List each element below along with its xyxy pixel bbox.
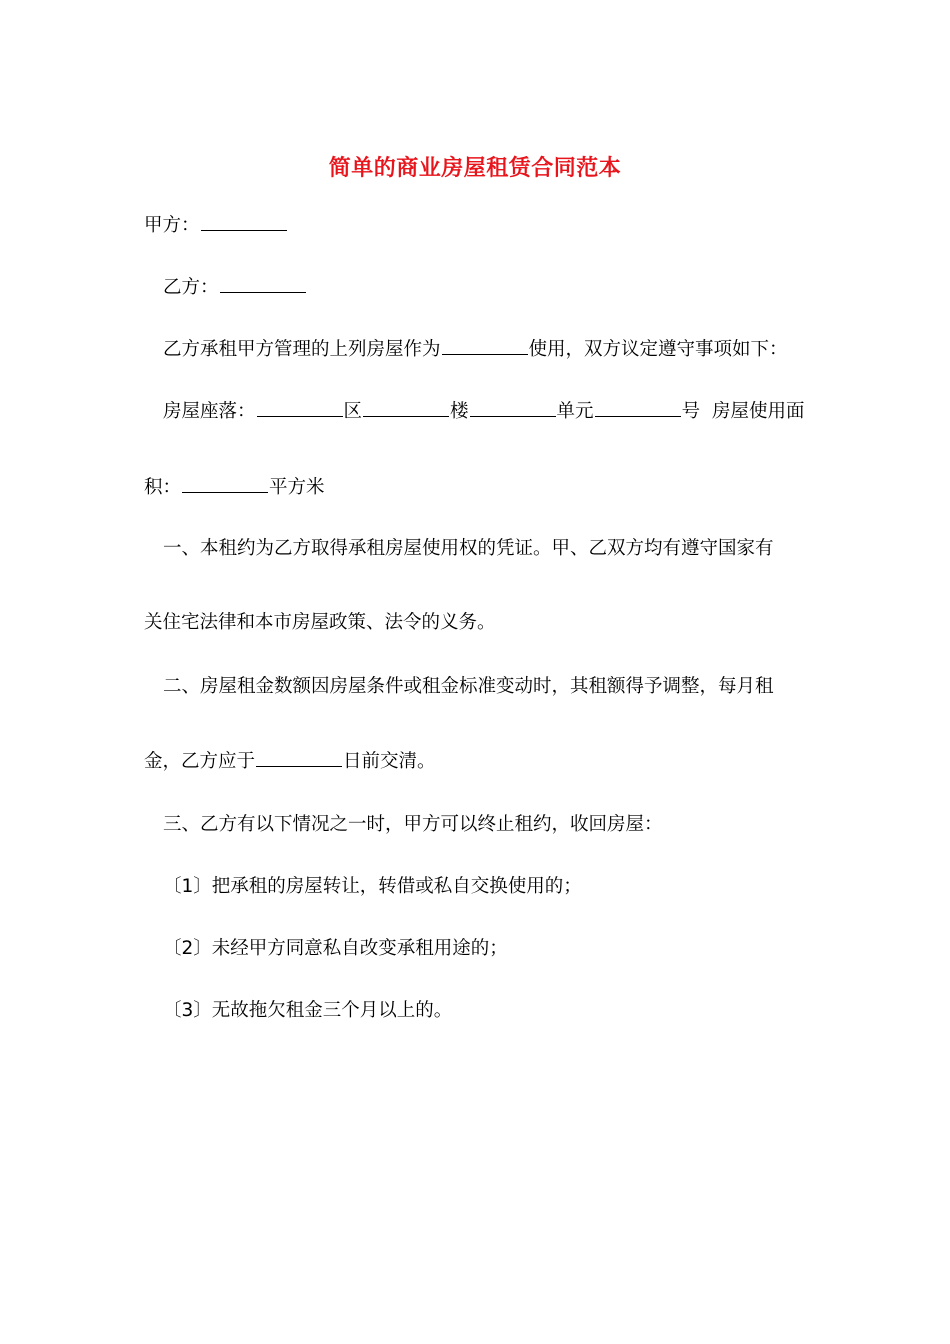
usage-text-after: 使用，双方议定遵守事项如下：	[528, 339, 788, 360]
location-blank-1	[257, 398, 343, 417]
clause-2-text-after: 日前交清。	[343, 751, 436, 772]
usage-blank	[442, 336, 528, 355]
location-label: 房屋座落：	[163, 401, 256, 422]
party-b-line	[163, 274, 307, 301]
clause-2-text-before: 金，乙方应于	[144, 751, 256, 772]
area-label-end: 积：	[144, 477, 182, 498]
clause-2-line-2	[144, 748, 436, 775]
clause-1-line-1: 一、本租约为乙方取得承租房屋使用权的凭证。甲、乙双方均有遵守国家有	[163, 538, 774, 559]
clause-3-item-2: 〔2〕未经甲方同意私自改变承租用途的；	[163, 938, 508, 959]
area-label-start: 房屋使用面	[711, 401, 805, 422]
number-label: 号	[681, 401, 701, 422]
usage-paragraph	[163, 336, 788, 363]
district-label: 区	[343, 401, 363, 422]
clause-3-item-1: 〔1〕把承租的房屋转让，转借或私自交换使用的；	[163, 876, 582, 897]
area-line	[144, 474, 325, 501]
payment-day-blank	[256, 748, 342, 767]
location-blank-3	[470, 398, 556, 417]
clause-3-item-3: 〔3〕无故拖欠租金三个月以上的。	[163, 1000, 453, 1021]
clause-2-line-1: 二、房屋租金数额因房屋条件或租金标准变动时，其租额得予调整，每月租	[163, 676, 774, 697]
location-blank-4	[595, 398, 681, 417]
usage-text-before: 乙方承租甲方管理的上列房屋作为	[163, 339, 441, 360]
unit-label: 单元	[556, 401, 594, 422]
party-b-label: 乙方：	[163, 277, 219, 298]
area-blank	[182, 474, 268, 493]
party-a-blank	[201, 212, 287, 231]
location-blank-2	[363, 398, 449, 417]
party-a-label: 甲方：	[144, 215, 200, 236]
clause-1-line-2: 关住宅法律和本市房屋政策、法令的义务。	[144, 612, 496, 633]
location-line	[163, 398, 804, 425]
building-label: 楼	[450, 401, 469, 422]
area-unit: 平方米	[269, 477, 325, 498]
party-a-line	[144, 212, 288, 239]
clause-3-heading: 三、乙方有以下情况之一时，甲方可以终止租约，收回房屋：	[163, 814, 663, 835]
party-b-blank	[220, 274, 306, 293]
document-title: 简单的商业房屋租赁合同范本	[328, 156, 622, 181]
